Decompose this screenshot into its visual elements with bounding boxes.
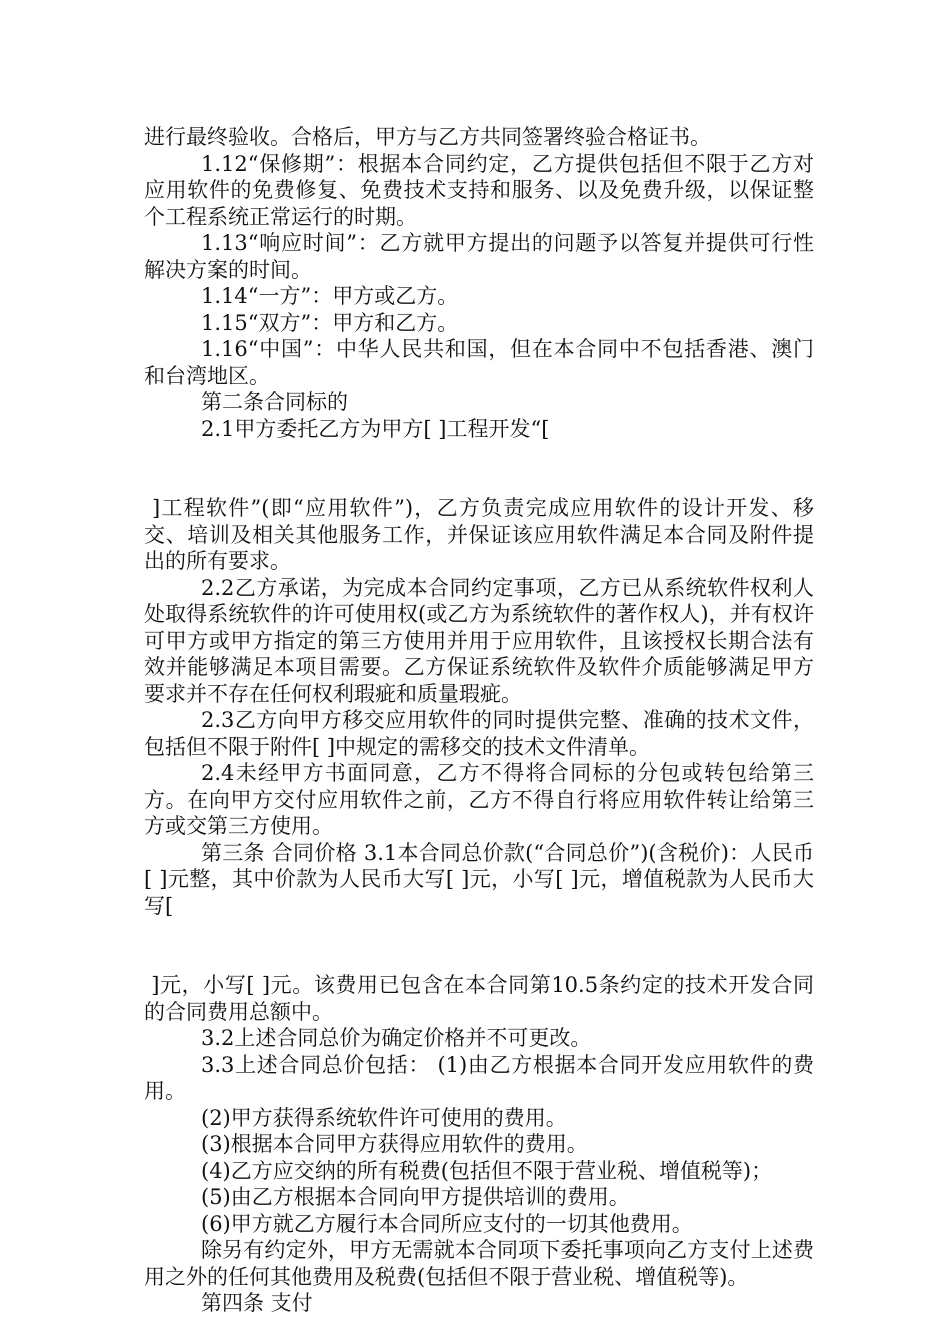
contract-paragraph: 第四条 支付 <box>201 1291 313 1315</box>
contract-paragraph: 第三条 合同价格 3.1本合同总价款(“合同总价”)(含税价)：人民币[ ]元整，其中价款为人民币大写[ ]元，小写[ ]元，增值税款为人民币大写[ <box>144 840 814 918</box>
contract-paragraph: 2.4未经甲方书面同意，乙方不得将合同标的分包或转包给第三方。在向甲方交付应用软件之前，乙方不得自行将应用软件转让给第三方或交第三方使用。 <box>144 761 814 838</box>
contract-paragraph: 除另有约定外，甲方无需就本合同项下委托事项向乙方支付上述费用之外的任何其他费用及税费(包括但不限于营业税、增值税等)。 <box>144 1238 814 1289</box>
blank-gap <box>144 919 814 972</box>
contract-paragraph: 3.2上述合同总价为确定价格并不可更改。 <box>201 1026 592 1050</box>
contract-paragraph: 1.16“中国”：中华人民共和国，但在本合同中不包括香港、澳门和台湾地区。 <box>144 337 814 388</box>
contract-paragraph: 1.15“双方”：甲方和乙方。 <box>201 310 459 335</box>
contract-body <box>144 124 814 1317</box>
contract-paragraph: (6)甲方就乙方履行本合同所应支付的一切其他费用。 <box>201 1211 693 1236</box>
blank-gap <box>144 442 814 495</box>
contract-paragraph: (2)甲方获得系统软件许可使用的费用。 <box>201 1105 567 1130</box>
contract-paragraph: ]工程软件”(即“应用软件”)，乙方负责完成应用软件的设计开发、移交、培训及相关其他服务工作，并保证该应用软件满足本合同及附件提出的所有要求。 <box>144 496 814 573</box>
contract-paragraph: (3)根据本合同甲方获得应用软件的费用。 <box>201 1132 588 1156</box>
contract-paragraph: 1.13“响应时间”：乙方就甲方提出的问题予以答复并提供可行性解决方案的时间。 <box>144 231 814 282</box>
contract-paragraph: (4)乙方应交纳的所有税费(包括但不限于营业税、增值税等)； <box>201 1158 773 1183</box>
contract-paragraph: 3.3上述合同总价包括： (1)由乙方根据本合同开发应用软件的费用。 <box>144 1052 814 1103</box>
contract-paragraph: 第二条合同标的 <box>201 390 348 414</box>
contract-paragraph: 1.12“保修期”：根据本合同约定，乙方提供包括但不限于乙方对应用软件的免费修复、免费技术支持和服务、以及免费升级，以保证整个工程系统正常运行的时期。 <box>144 151 814 229</box>
contract-paragraph: 2.2乙方承诺，为完成本合同约定事项，乙方已从系统软件权利人处取得系统软件的许可使用权(或乙方为系统软件的著作权人)，并有权许可甲方或甲方指定的第三方使用并用于应用软件，且该授权长期合法有效并能够满足本项目需要。乙方保证系统软件及软件介质能够满足甲方要求并不存在任何权利瑕疵和质量瑕疵。 <box>144 575 814 706</box>
contract-paragraph: 2.1甲方委托乙方为甲方[ ]工程开发“[ <box>201 416 550 441</box>
contract-paragraph: (5)由乙方根据本合同向甲方提供培训的费用。 <box>201 1185 630 1209</box>
contract-paragraph: 2.3乙方向甲方移交应用软件的同时提供完整、准确的技术文件，包括但不限于附件[ ]中规定的需移交的技术文件清单。 <box>144 708 814 759</box>
contract-paragraph: ]元，小写[ ]元。该费用已包含在本合同第10.5条约定的技术开发合同的合同费用总额中。 <box>144 973 814 1024</box>
contract-paragraph: 1.14“一方”：甲方或乙方。 <box>201 284 459 308</box>
contract-paragraph: 进行最终验收。合格后，甲方与乙方共同签署终验合格证书。 <box>144 125 711 149</box>
